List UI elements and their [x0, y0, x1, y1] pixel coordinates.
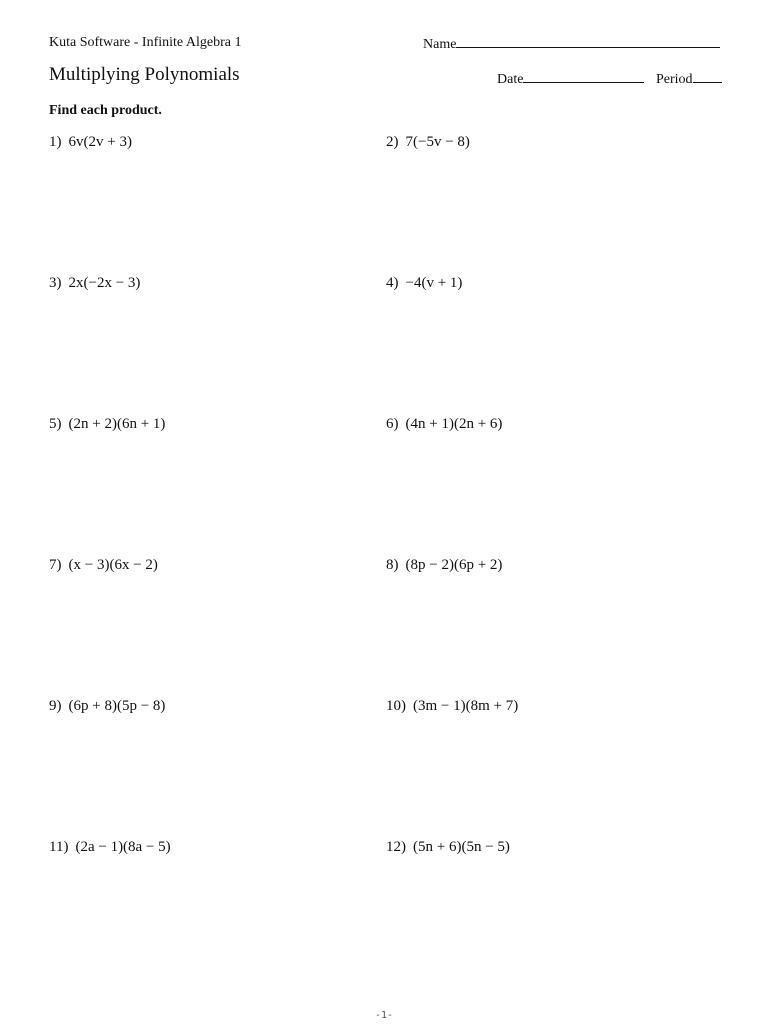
instructions: Find each product. — [49, 103, 162, 118]
problem-expression: 7(−5v − 8) — [405, 134, 470, 150]
problem-10 — [386, 698, 518, 715]
problem-expression: 2x(−2x − 3) — [68, 275, 141, 291]
problem-6 — [386, 416, 502, 433]
problem-9 — [49, 698, 165, 715]
problem-4 — [386, 275, 462, 292]
page-number: -1- — [374, 1010, 394, 1021]
problem-number: 11) — [49, 839, 69, 855]
date-blank-line[interactable] — [523, 70, 644, 83]
problem-number: 3) — [49, 275, 62, 291]
problem-expression: −4(v + 1) — [405, 275, 463, 291]
worksheet-title: Multiplying Polynomials — [49, 64, 240, 85]
problem-number: 7) — [49, 557, 62, 573]
problem-number: 1) — [49, 134, 62, 150]
problem-number: 12) — [386, 839, 406, 855]
date-period-fields — [497, 70, 722, 88]
problem-number: 5) — [49, 416, 62, 432]
problem-2 — [386, 134, 470, 151]
problem-number: 9) — [49, 698, 62, 714]
problem-expression: (3m − 1)(8m + 7) — [413, 698, 519, 714]
problem-7 — [49, 557, 158, 574]
problem-1 — [49, 134, 132, 151]
problem-expression: 6v(2v + 3) — [68, 134, 132, 150]
problem-number: 8) — [386, 557, 399, 573]
problem-expression: (8p − 2)(6p + 2) — [405, 557, 503, 573]
problem-number: 10) — [386, 698, 406, 714]
problem-8 — [386, 557, 502, 574]
problem-expression: (4n + 1)(2n + 6) — [405, 416, 503, 432]
problem-number: 4) — [386, 275, 399, 291]
name-blank-line[interactable] — [456, 35, 720, 48]
publisher-label: Kuta Software - Infinite Algebra 1 — [49, 35, 242, 50]
problem-12 — [386, 839, 510, 856]
problem-3 — [49, 275, 140, 292]
problem-expression: (2a − 1)(8a − 5) — [75, 839, 171, 855]
name-label: Name — [423, 37, 457, 52]
name-field — [423, 35, 720, 53]
problem-expression: (x − 3)(6x − 2) — [68, 557, 158, 573]
problem-expression: (6p + 8)(5p − 8) — [68, 698, 166, 714]
problem-number: 2) — [386, 134, 399, 150]
date-label: Date — [497, 72, 524, 87]
problem-11 — [49, 839, 171, 856]
period-label: Period — [655, 72, 693, 87]
problem-5 — [49, 416, 165, 433]
problem-expression: (2n + 2)(6n + 1) — [68, 416, 166, 432]
problem-expression: (5n + 6)(5n − 5) — [413, 839, 510, 855]
problem-number: 6) — [386, 416, 399, 432]
period-blank-line[interactable] — [693, 70, 722, 83]
